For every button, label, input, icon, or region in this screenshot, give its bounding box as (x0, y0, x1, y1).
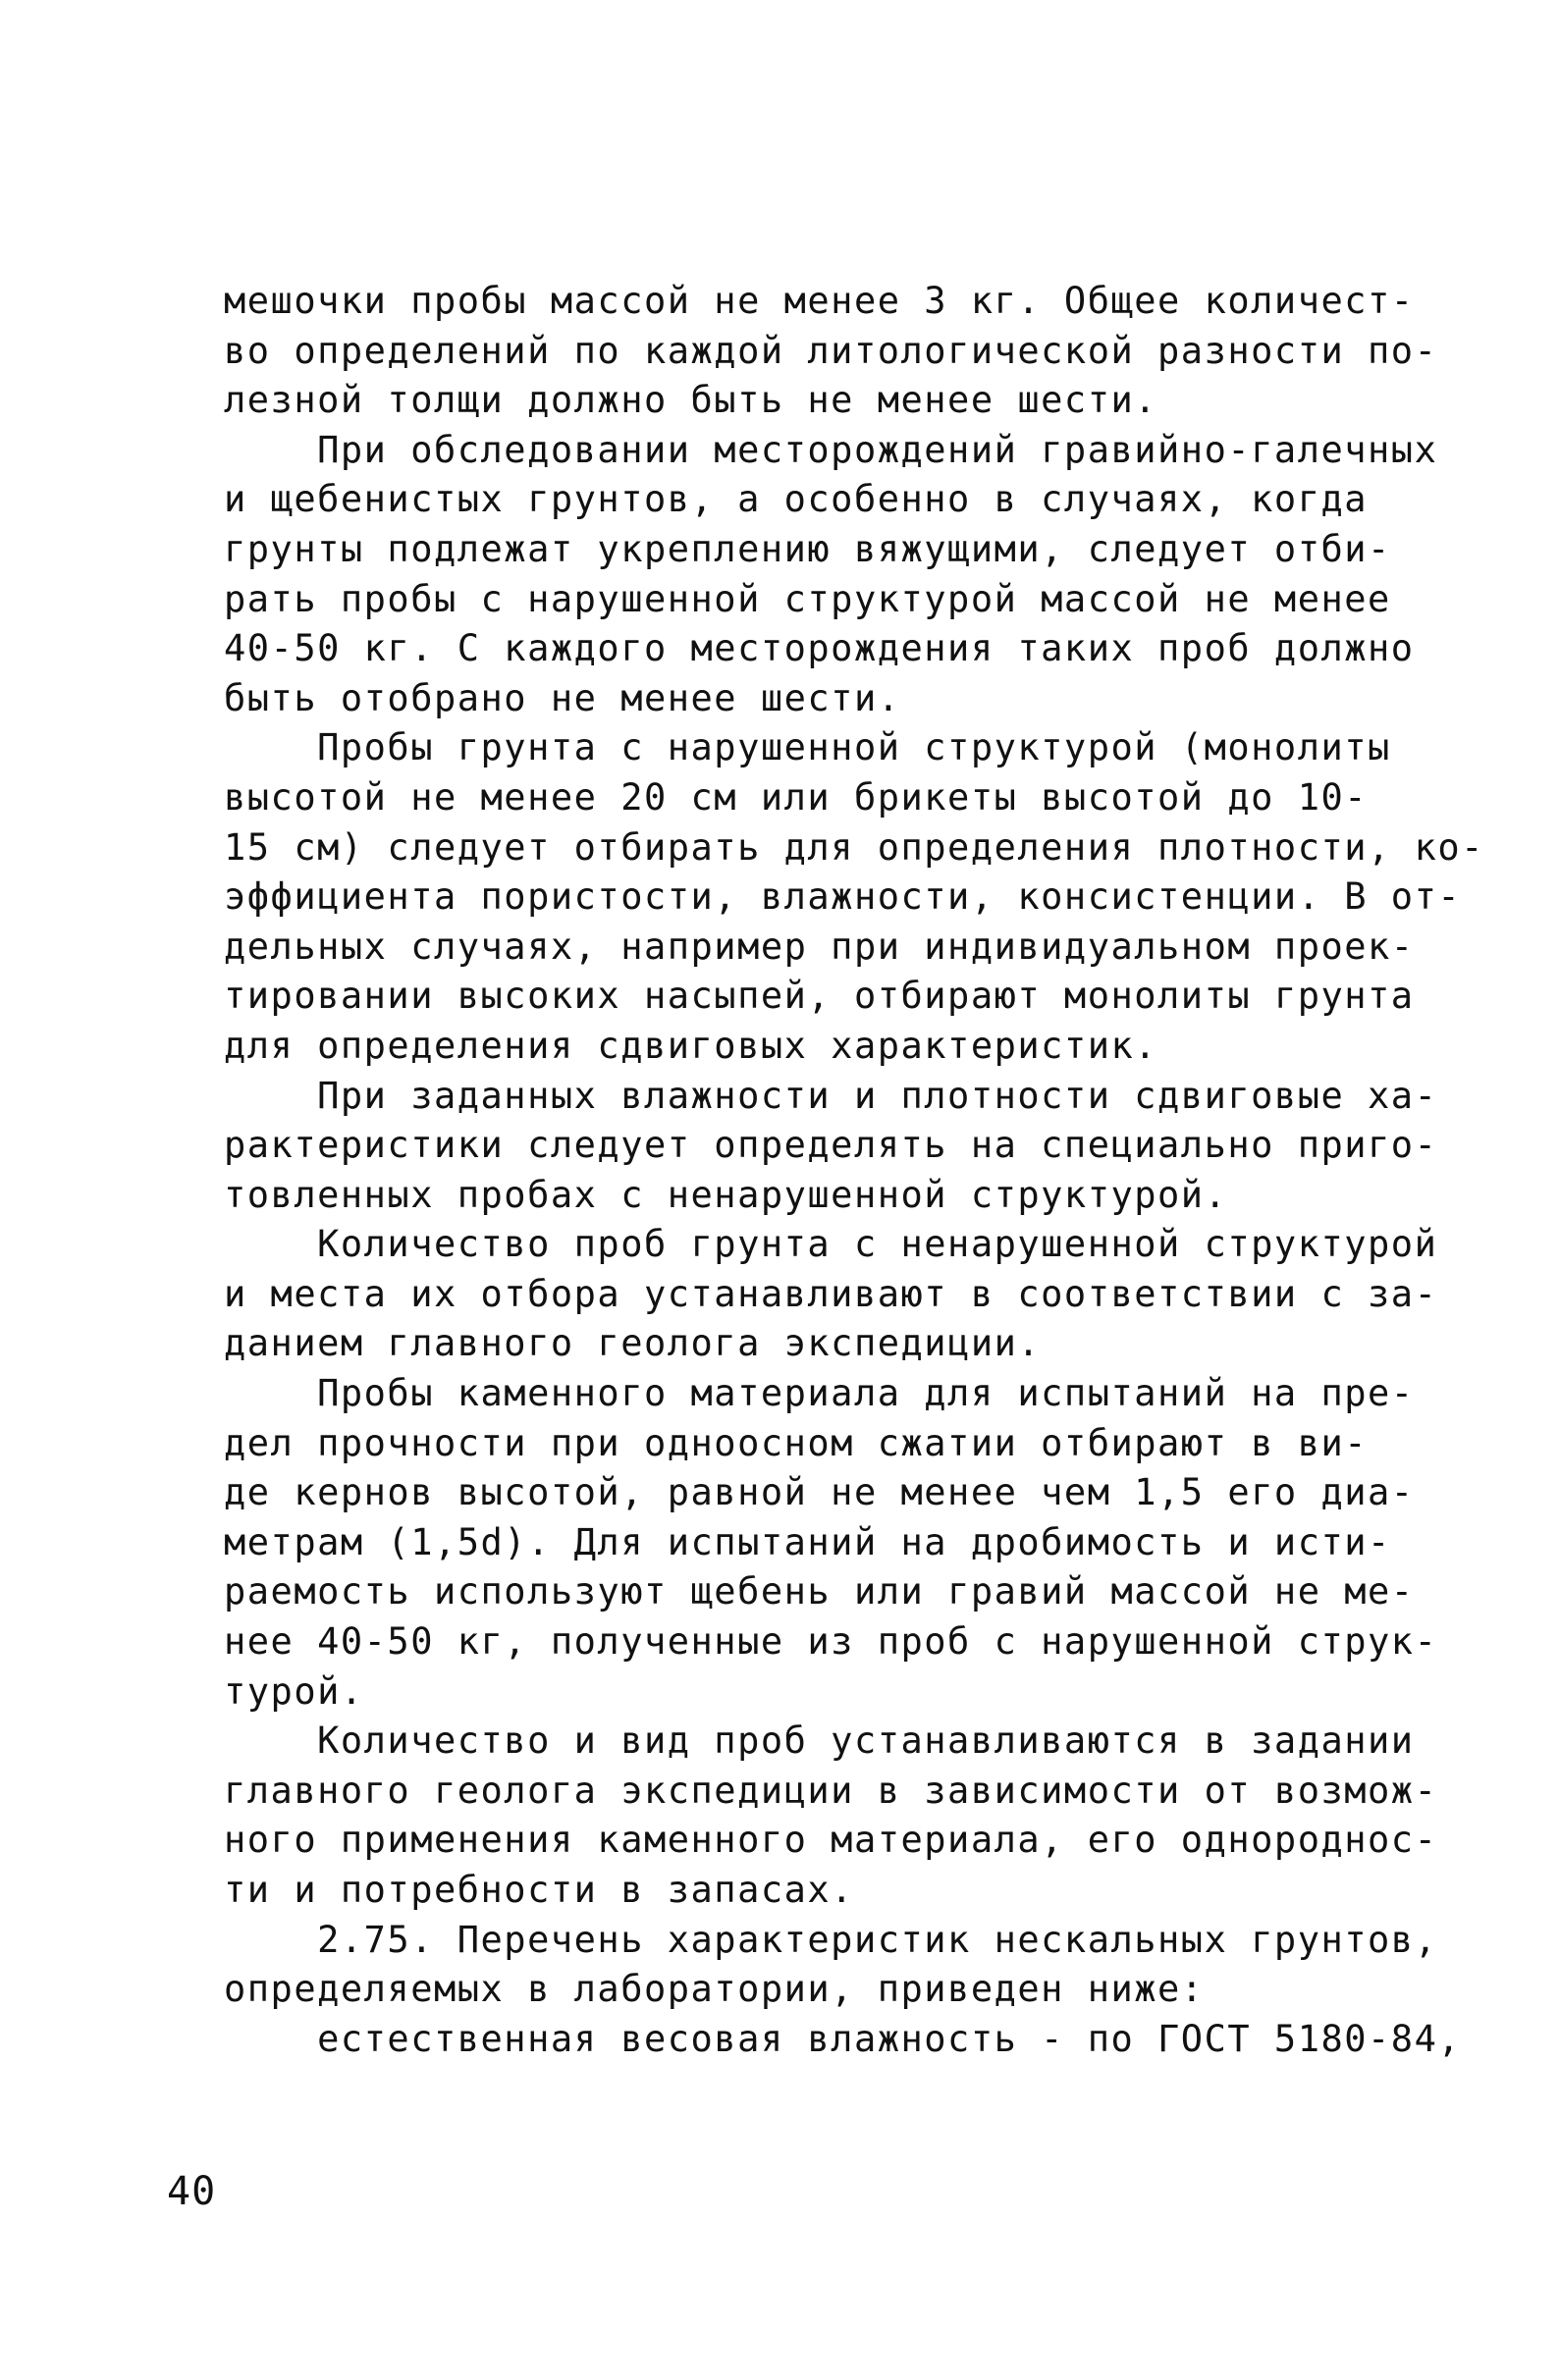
text-line: Пробы каменного материала для испытаний на пре- (224, 1372, 1415, 1415)
text-line: естественная весовая влажность - по ГОСТ 5180-84, (224, 2017, 1462, 2060)
text-line: данием главного геолога экспедиции. (224, 1322, 1042, 1365)
text-line: Количество проб грунта с ненарушенной структурой (224, 1223, 1438, 1266)
text-line: главного геолога экспедиции в зависимости от возмож- (224, 1769, 1438, 1812)
text-line: 15 см) следует отбирать для определения плотности, ко- (224, 825, 1484, 869)
text-line: мешочки пробы массой не менее 3 кг. Общее количест- (224, 280, 1415, 322)
text-line: При заданных влажности и плотности сдвиговые ха- (224, 1074, 1438, 1117)
text-line: лезной толщи должно быть не менее шести. (224, 379, 1158, 422)
text-line: рактеристики следует определять на специально приго- (224, 1124, 1438, 1167)
text-line: эффициента пористости, влажности, консистенции. В от- (224, 875, 1462, 919)
text-line: определяемых в лаборатории, приведен ниже: (224, 1968, 1205, 2011)
text-line: и места их отбора устанавливают в соответствии с за- (224, 1272, 1438, 1315)
text-line: грунты подлежат укреплению вяжущими, следует отби- (224, 527, 1391, 570)
page-number: 40 (167, 2169, 217, 2214)
text-line: ти и потребности в запасах. (224, 1869, 854, 1911)
text-line: дел прочности при одноосном сжатии отбирают в ви- (224, 1421, 1369, 1464)
text-line: раемость используют щебень или гравий массой не ме- (224, 1570, 1415, 1613)
text-line: ного применения каменного материала, его однороднос- (224, 1819, 1438, 1862)
text-line: товленных пробах с ненарушенной структурой. (224, 1173, 1228, 1216)
text-line: Пробы грунта с нарушенной структурой (монолиты (224, 726, 1391, 769)
text-line: нее 40-50 кг, полученные из проб с нарушенной струк- (224, 1620, 1438, 1664)
text-line: для определения сдвиговых характеристик. (224, 1024, 1158, 1067)
text-line: и щебенистых грунтов, а особенно в случаях, когда (224, 478, 1369, 521)
document-body-text (224, 277, 1520, 2064)
text-line: Количество и вид проб устанавливаются в задании (224, 1719, 1415, 1763)
text-line: во определений по каждой литологической разности по- (224, 329, 1438, 372)
text-line: 2.75. Перечень характеристик нескальных грунтов, (224, 1918, 1438, 1961)
text-line: де кернов высотой, равной не менее чем 1,5 его диа- (224, 1471, 1415, 1514)
text-line: 40-50 кг. С каждого месторождения таких проб должно (224, 627, 1415, 670)
text-line: турой. (224, 1669, 364, 1713)
text-line: тировании высоких насыпей, отбирают монолиты грунта (224, 975, 1415, 1018)
text-line: высотой не менее 20 см или брикеты высотой до 10- (224, 775, 1369, 819)
text-line: быть отобрано не менее шести. (224, 676, 901, 719)
text-line: рать пробы с нарушенной структурой массой не менее (224, 577, 1391, 620)
text-line: При обследовании месторождений гравийно-галечных (224, 428, 1438, 471)
text-line: метрам (1,5d). Для испытаний на дробимость и исти- (224, 1520, 1391, 1563)
text-line: дельных случаях, например при индивидуальном проек- (224, 925, 1415, 968)
